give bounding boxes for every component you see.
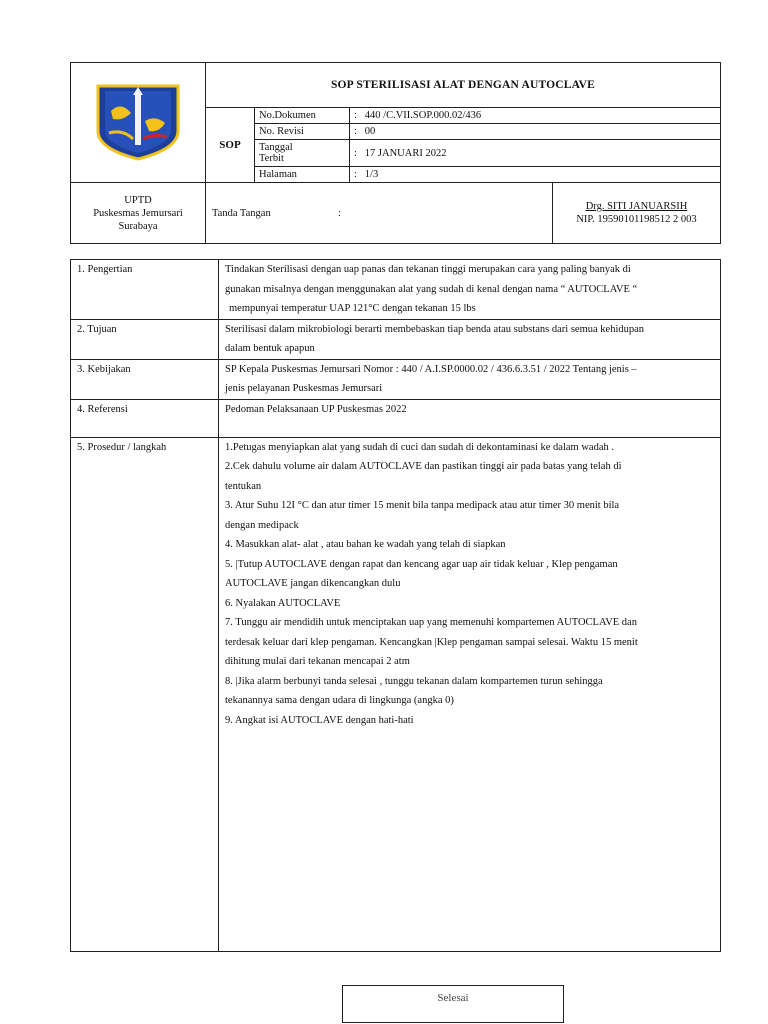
- content-line: SP Kepala Puskesmas Jemursari Nomor : 440 / A.I.SP.0000.02 / 436.6.3.51 / 2022 Tentang jenis –: [225, 363, 637, 375]
- signature-label-cell: [206, 183, 553, 243]
- procedure-step: terdesak keluar dari klep pengaman. Kencangkan |Klep pengaman sampai selesai. Waktu 15 menit: [225, 636, 638, 648]
- issue-date-value: 17 JANUARI 2022: [364, 147, 447, 159]
- content-line: Tindakan Sterilisasi dengan uap panas dan tekanan tinggi merupakan cara yang paling banyak di: [225, 264, 631, 275]
- content-line: dalam bentuk apapun: [225, 343, 315, 354]
- procedure-step: 3. Atur Suhu 12I °C dan atur timer 15 menit bila tanpa medipack atau atur timer 30 menit bila: [225, 500, 620, 511]
- section-row-pengertian: [71, 260, 721, 320]
- procedure-step: 5. |Tutup AUTOCLAVE dengan rapat dan kencang agar uap air tidak keluar , Klep pengaman: [225, 558, 618, 570]
- content-line: jenis pelayanan Puskesmas Jemursari: [225, 383, 383, 394]
- signature-row: [206, 183, 721, 244]
- section-content: [219, 399, 721, 437]
- org-line-uptd: UPTD: [124, 194, 152, 206]
- meta-value-revision: [350, 124, 721, 140]
- meta-label-page: Halaman: [255, 167, 350, 183]
- meta-colon: :: [354, 110, 357, 121]
- meta-colon: :: [354, 169, 357, 180]
- procedure-step: 9. Angkat isi AUTOCLAVE dengan hati-hati: [225, 714, 414, 726]
- signer-name: Drg. SITI JANUARSIH: [585, 201, 688, 212]
- procedure-step: 1.Petugas menyiapkan alat yang sudah di cuci dan sudah di dekontaminasi ke dalam wadah .: [225, 441, 614, 453]
- procedure-step: dihitung mulai dari tekanan mencapai 2 atm: [225, 656, 410, 667]
- section-label: 1. Pengertian: [71, 260, 219, 320]
- section-row-kebijakan: [71, 359, 721, 399]
- meta-value-issue-date: [350, 140, 721, 167]
- procedure-step: dengan medipack: [225, 519, 299, 531]
- logo-cell: [71, 63, 206, 183]
- sop-content-table: [70, 259, 721, 952]
- procedure-step: 7. Tunggu air mendidih untuk menciptakan uap yang memenuhi kompartemen AUTOCLAVE dan: [225, 617, 637, 628]
- meta-colon: :: [354, 147, 357, 159]
- organization-block: [71, 183, 206, 244]
- signature-colon: :: [337, 207, 341, 219]
- end-marker-label: Selesai: [437, 992, 469, 1004]
- signature-label: Tanda Tangan: [212, 207, 271, 219]
- page-value: 1/3: [364, 169, 379, 180]
- meta-colon: :: [354, 126, 357, 137]
- content-line: Pedoman Pelaksanaan UP Puskesmas 2022: [225, 403, 407, 415]
- section-label: 5. Prosedur / langkah: [71, 437, 219, 951]
- meta-label-issue-date: Tanggal Terbit: [255, 140, 350, 167]
- org-line-city: Surabaya: [118, 220, 158, 232]
- procedure-step: 2.Cek dahulu volume air dalam AUTOCLAVE dan pastikan tinggi air pada batas yang telah di: [225, 461, 622, 472]
- section-label: 2. Tujuan: [71, 319, 219, 359]
- end-marker-box: [342, 985, 564, 1023]
- section-label: 4. Referensi: [71, 399, 219, 437]
- signer-nip: NIP. 19590101198512 2 003: [576, 214, 697, 225]
- content-line: gunakan misalnya dengan menggunakan alat yang sudah di kenal dengan nama “ AUTOCLAVE “: [225, 283, 638, 295]
- meta-label-revision: No. Revisi: [255, 124, 350, 140]
- sop-label: SOP: [206, 108, 255, 183]
- signer-cell: [553, 183, 721, 243]
- section-content: [219, 260, 721, 320]
- procedure-step: 6. Nyalakan AUTOCLAVE: [225, 597, 341, 609]
- meta-value-doc-number: [350, 108, 721, 124]
- section-row-tujuan: [71, 319, 721, 359]
- procedure-step: 4. Masukkan alat- alat , atau bahan ke wadah yang telah di siapkan: [225, 539, 506, 550]
- procedure-step: tentukan: [225, 480, 262, 492]
- section-row-prosedur: [71, 437, 721, 951]
- section-row-referensi: [71, 399, 721, 437]
- document-header: [70, 62, 721, 244]
- revision-value: 00: [364, 126, 376, 137]
- meta-value-page: [350, 167, 721, 183]
- city-emblem-icon: [93, 81, 183, 161]
- content-line: Sterilisasi dalam mikrobiologi berarti membebaskan tiap benda atau substans dari semua kehidupan: [225, 323, 645, 335]
- section-content: [219, 359, 721, 399]
- procedure-step: 8. |Jika alarm berbunyi tanda selesai , tunggu tekanan dalam kompartemen turun sehingga: [225, 675, 603, 687]
- doc-number-value: 440 /C.VII.SOP.000.02/436: [364, 110, 482, 121]
- section-content: [219, 319, 721, 359]
- section-label: 3. Kebijakan: [71, 359, 219, 399]
- meta-label-doc-number: No.Dokumen: [255, 108, 350, 124]
- content-line: mempunyai temperatur UAP 121°C dengan tekanan 15 lbs: [229, 303, 476, 314]
- document-title: SOP STERILISASI ALAT DENGAN AUTOCLAVE: [206, 63, 721, 108]
- org-line-puskesmas: Puskesmas Jemursari: [93, 207, 183, 219]
- section-content: [219, 437, 721, 951]
- procedure-step: tekanannya sama dengan udara di lingkunga (angka 0): [225, 695, 454, 706]
- procedure-step: AUTOCLAVE jangan dikencangkan dulu: [225, 578, 401, 589]
